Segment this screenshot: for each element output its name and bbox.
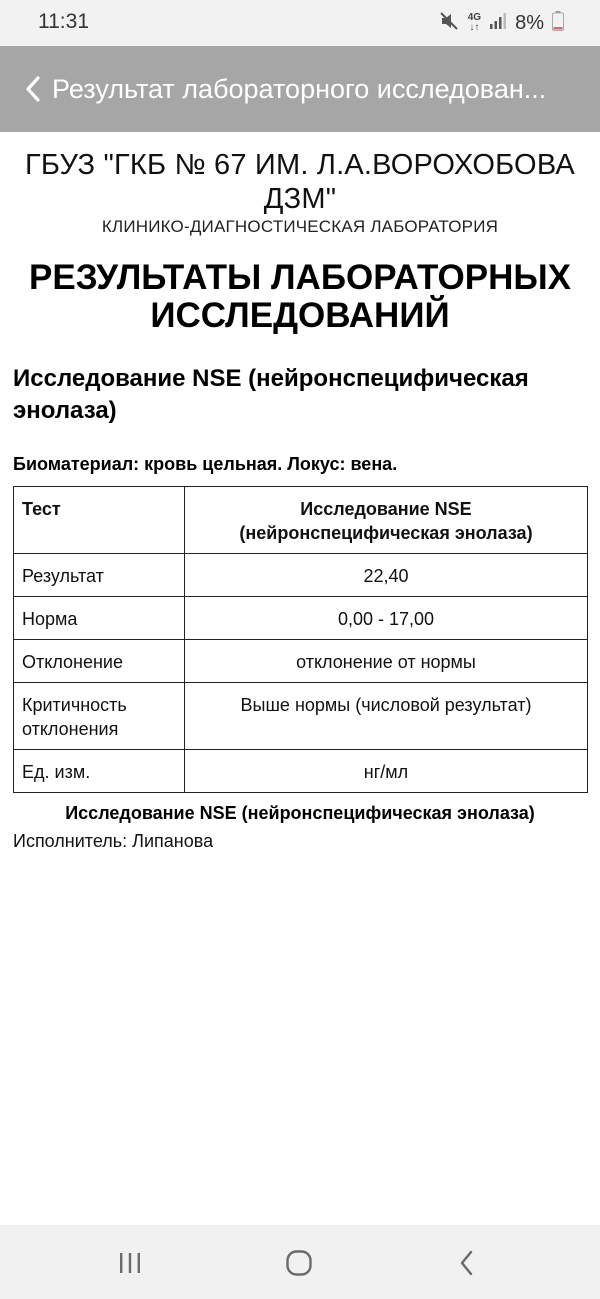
row-value: отклонение от нормы [185, 640, 588, 683]
network-type-label: 4G [467, 12, 482, 23]
results-table [13, 486, 588, 793]
status-icons [438, 9, 564, 37]
network-type-indicator [468, 13, 481, 33]
mute-icon [438, 10, 460, 37]
row-value: 22,40 [185, 554, 588, 597]
recent-apps-icon [117, 1251, 143, 1275]
home-button[interactable] [279, 1245, 319, 1281]
lab-report [0, 132, 600, 852]
row-label: Ед. изм. [14, 750, 185, 793]
status-bar [0, 0, 600, 46]
back-icon [457, 1250, 477, 1276]
table-row [14, 640, 588, 683]
row-label: Норма [14, 597, 185, 640]
row-value: Выше нормы (числовой результат) [185, 683, 588, 750]
table-row [14, 683, 588, 750]
row-value: 0,00 - 17,00 [185, 597, 588, 640]
recent-apps-button[interactable] [110, 1245, 150, 1281]
battery-icon [552, 11, 564, 36]
table-row [14, 750, 588, 793]
page-title: Результат лабораторного исследован... [52, 74, 547, 104]
table-header-test-name: Исследование NSE (нейронспецифическая энолаза) [185, 487, 588, 554]
table-caption: Исследование NSE (нейронспецифическая энолаза) [65, 803, 535, 823]
signal-icon [489, 12, 507, 35]
chevron-left-icon [23, 75, 43, 103]
table-row [14, 554, 588, 597]
organization-department: КЛИНИКО-ДИАГНОСТИЧЕСКАЯ ЛАБОРАТОРИЯ [101, 217, 499, 236]
back-button[interactable] [16, 72, 50, 106]
row-label: Результат [14, 554, 185, 597]
status-time: 11:31 [38, 10, 89, 33]
row-value: нг/мл [185, 750, 588, 793]
biomaterial-info: Биоматериал: кровь цельная. Локус: вена. [13, 454, 398, 474]
table-header-row [14, 487, 588, 554]
system-back-button[interactable] [447, 1245, 487, 1281]
home-icon [285, 1249, 313, 1277]
battery-level: 8% [515, 11, 544, 34]
table-row [14, 597, 588, 640]
executor-name: Исполнитель: Липанова [13, 831, 214, 851]
test-title: Исследование NSE (нейронспецифическая энолаза) [13, 365, 529, 424]
network-activity-label: ↓↑ [469, 22, 480, 33]
table-header-test: Тест [14, 487, 185, 554]
organization-name: ГБУЗ "ГКБ № 67 ИМ. Л.А.ВОРОХОБОВА ДЗМ" [25, 149, 575, 215]
row-label: Критичность отклонения [14, 683, 185, 750]
navigation-bar [0, 1225, 600, 1299]
report-title: РЕЗУЛЬТАТЫ ЛАБОРАТОРНЫХ ИССЛЕДОВАНИЙ [29, 258, 571, 335]
row-label: Отклонение [14, 640, 185, 683]
app-bar [0, 46, 600, 132]
